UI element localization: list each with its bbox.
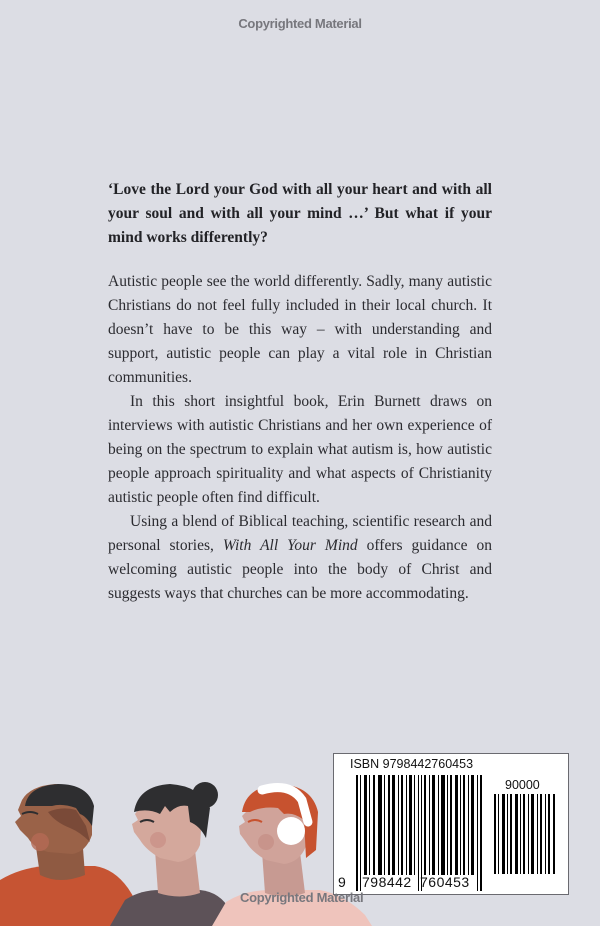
barcode-digit-first: 9	[338, 874, 347, 890]
barcode-digits-left: 798442	[362, 874, 412, 890]
figure-man-icon	[0, 784, 140, 926]
blurb-paragraph-1: Autistic people see the world differently. Sadly, many autistic Christians do not feel fully included in their local church. It doesn’t have to be this way – with understanding and support, autistic people can play a vital role in Christian communities.	[108, 273, 492, 386]
price-addon-label: 90000	[505, 778, 540, 792]
isbn-barcode	[333, 753, 569, 895]
blurb-paragraph-3	[108, 510, 492, 606]
copyright-watermark-bottom: Copyrighted Material	[240, 890, 364, 905]
barcode-addon-bars-icon	[494, 794, 558, 874]
paragraph-3-end: offers guidance on welcoming autistic people into the body of Christ and suggests ways that churches can be more accommodating.	[108, 537, 493, 602]
isbn-label: ISBN 9798442760453	[350, 757, 474, 771]
barcode-digits-right: 760453	[420, 874, 470, 890]
lead-quote: ‘Love the Lord your God with all your heart and with all your soul and with all your mind …’ But what if your mind works differently?	[108, 181, 492, 246]
paragraph-3-start: Using a blend of Biblical teaching, scientific research and personal stories,	[108, 513, 492, 554]
back-cover-blurb	[108, 178, 492, 606]
figure-woman-bun-icon	[110, 782, 238, 926]
blurb-paragraph-2: In this short insightful book, Erin Burnett draws on interviews with autistic Christians and her own experience of being on the spectrum to explain what autism is, how autistic people approach spirituality and what aspects of Christianity autistic people often find difficult.	[108, 393, 492, 506]
book-title-italic: With All Your Mind	[222, 537, 358, 554]
copyright-watermark-top: Copyrighted Material	[238, 16, 362, 31]
